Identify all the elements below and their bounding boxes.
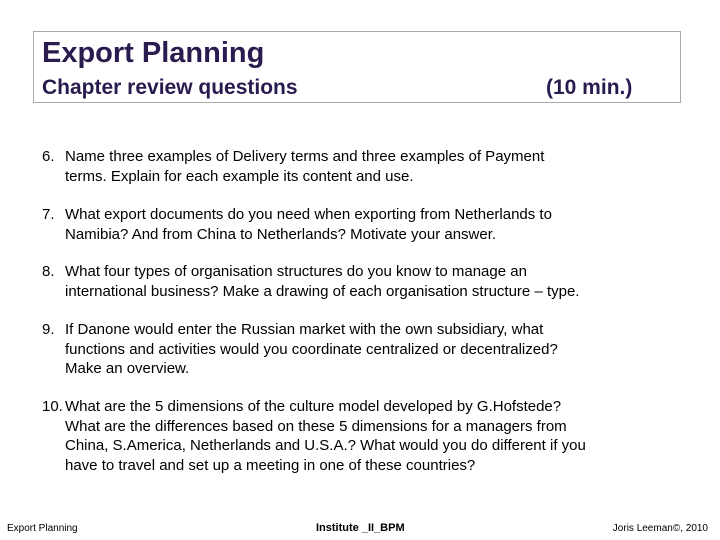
footer-course-name: Export Planning — [7, 523, 78, 534]
duration-label: (10 min.) — [546, 76, 633, 99]
question-number: 8. — [42, 263, 55, 280]
question-item — [42, 205, 662, 244]
page-subtitle: Chapter review questions — [42, 76, 298, 99]
question-text-line: What are the 5 dimensions of the culture model developed by G.Hofstede? — [65, 398, 562, 415]
question-text-line: Namibia? And from China to Netherlands? Motivate your answer. — [65, 225, 497, 243]
question-item — [42, 147, 662, 186]
question-text-line: functions and activities would you coordinate centralized or decentralized? — [65, 340, 558, 358]
question-text-line: What are the differences based on these 5 dimensions for a managers from — [65, 417, 567, 435]
question-item — [42, 397, 662, 475]
question-text-line: If Danone would enter the Russian market with the own subsidiary, what — [65, 321, 544, 338]
question-text-line: Make an overview. — [65, 360, 190, 377]
question-text-line: terms. Explain for each example its content and use. — [65, 167, 414, 185]
title-box — [33, 31, 681, 103]
question-text-line: China, S.America, Netherlands and U.S.A.? What would you do different if you — [65, 437, 586, 454]
question-item — [42, 320, 662, 379]
question-number: 10. — [42, 398, 63, 415]
question-text-line: What four types of organisation structures do you know to manage an — [65, 263, 527, 280]
question-text-line: international business? Make a drawing of each organisation structure – type. — [65, 282, 580, 300]
footer-author: Joris Leeman©, 2010 — [612, 523, 708, 534]
question-text-line: have to travel and set up a meeting in one of these countries? — [65, 456, 476, 474]
page-title: Export Planning — [42, 37, 265, 69]
question-number: 7. — [42, 206, 55, 223]
question-text-line: What export documents do you need when exporting from Netherlands to — [65, 206, 552, 223]
footer-institute: Institute _II_BPM — [316, 522, 405, 534]
question-number: 9. — [42, 321, 55, 338]
question-number: 6. — [42, 148, 55, 165]
question-text-line: Name three examples of Delivery terms and three examples of Payment — [65, 148, 545, 165]
question-item — [42, 262, 662, 301]
